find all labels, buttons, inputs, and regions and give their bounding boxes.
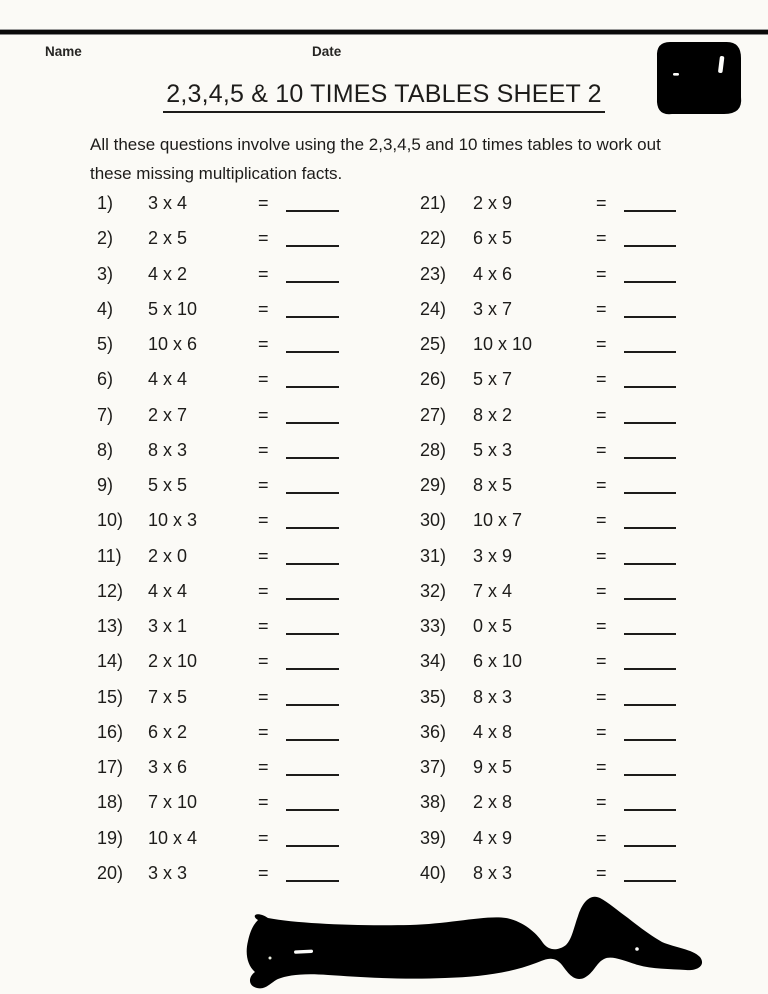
answer-blank <box>286 404 339 424</box>
question-number: 28) <box>420 439 447 460</box>
question-expression: 8 x 2 <box>473 404 513 425</box>
answer-blank <box>286 580 339 600</box>
question-number: 9) <box>97 475 114 495</box>
question-row <box>420 257 676 292</box>
question-expression: 10 x 4 <box>148 827 198 848</box>
answer-blank <box>624 404 676 424</box>
answer-blank <box>286 439 339 459</box>
equals-sign: = <box>258 298 269 319</box>
question-expression: 5 x 5 <box>148 475 188 495</box>
equals-sign: = <box>258 193 269 213</box>
answer-blank <box>624 791 676 811</box>
question-row <box>420 362 676 397</box>
answer-blank <box>624 756 676 776</box>
question-expression: 4 x 9 <box>473 827 513 848</box>
question-row <box>420 398 676 433</box>
answer-blank <box>624 368 676 388</box>
answer-blank <box>624 333 676 353</box>
question-number: 11) <box>97 545 122 566</box>
question-number: 40) <box>420 862 447 883</box>
answer-blank <box>286 756 339 776</box>
question-number: 38) <box>420 792 447 813</box>
question-number: 13) <box>97 616 124 636</box>
question-number: 31) <box>420 545 447 566</box>
intro-line-1: All these questions involve using the 2,3,4,5 and 10 times tables to work out <box>90 135 661 154</box>
question-expression: 8 x 3 <box>148 439 188 460</box>
question-expression: 10 x 6 <box>148 334 198 354</box>
question-number: 35) <box>420 686 447 707</box>
question-expression: 5 x 10 <box>148 298 198 319</box>
name-label: Name <box>45 44 82 59</box>
answer-blank <box>286 368 339 388</box>
question-number: 24) <box>420 298 447 319</box>
equals-sign: = <box>596 193 607 213</box>
answer-blank <box>624 827 676 847</box>
question-number: 37) <box>420 757 447 777</box>
answer-blank <box>286 686 339 706</box>
question-expression: 8 x 5 <box>473 475 513 495</box>
equals-sign: = <box>258 721 269 742</box>
answer-blank <box>286 791 339 811</box>
answer-blank <box>286 227 339 247</box>
equals-sign: = <box>596 721 607 742</box>
question-row <box>420 327 676 362</box>
question-expression: 4 x 2 <box>148 263 188 284</box>
question-expression: 5 x 3 <box>473 439 513 460</box>
answer-blank <box>624 686 676 706</box>
answer-blank <box>624 580 676 600</box>
question-number: 1) <box>97 193 114 213</box>
answer-blank <box>286 545 339 565</box>
equals-sign: = <box>596 616 607 636</box>
answer-blank <box>286 474 339 494</box>
answer-blank <box>624 192 676 212</box>
question-number: 23) <box>420 263 447 284</box>
question-expression: 2 x 10 <box>148 651 198 672</box>
equals-sign: = <box>258 686 269 707</box>
question-expression: 3 x 7 <box>473 298 513 319</box>
question-number: 36) <box>420 721 447 742</box>
answer-blank <box>624 298 676 318</box>
question-number: 30) <box>420 510 447 531</box>
question-number: 2) <box>97 228 114 249</box>
question-row <box>97 292 339 327</box>
question-expression: 0 x 5 <box>473 616 513 636</box>
question-number: 5) <box>97 334 114 354</box>
question-expression: 8 x 3 <box>473 686 513 707</box>
question-number: 4) <box>97 298 114 319</box>
question-number: 39) <box>420 827 447 848</box>
question-expression: 4 x 4 <box>148 580 188 601</box>
question-number: 29) <box>420 475 447 495</box>
question-row <box>420 503 676 538</box>
questions-column-left <box>97 186 339 891</box>
question-expression: 10 x 10 <box>473 334 533 354</box>
question-expression: 3 x 9 <box>473 545 513 566</box>
equals-sign: = <box>258 757 269 777</box>
question-number: 8) <box>97 439 114 460</box>
question-number: 3) <box>97 263 114 284</box>
question-row <box>97 750 339 785</box>
answer-blank <box>624 721 676 741</box>
date-label: Date <box>312 44 342 59</box>
question-expression: 7 x 5 <box>148 686 188 707</box>
equals-sign: = <box>596 439 607 460</box>
question-expression: 3 x 3 <box>148 862 188 883</box>
equals-sign: = <box>258 792 269 813</box>
equals-sign: = <box>258 580 269 601</box>
question-expression: 3 x 4 <box>148 193 188 213</box>
equals-sign: = <box>596 651 607 672</box>
equals-sign: = <box>596 510 607 531</box>
equals-sign: = <box>596 686 607 707</box>
answer-blank <box>624 650 676 670</box>
question-row <box>97 362 339 397</box>
answer-blank <box>286 192 339 212</box>
question-number: 20) <box>97 862 124 883</box>
question-number: 6) <box>97 369 114 390</box>
answer-blank <box>286 333 339 353</box>
question-row <box>420 644 676 679</box>
question-number: 14) <box>97 651 124 672</box>
question-expression: 2 x 7 <box>148 404 188 425</box>
equals-sign: = <box>596 827 607 848</box>
question-number: 25) <box>420 334 447 354</box>
answer-blank <box>286 615 339 635</box>
answer-blank <box>624 615 676 635</box>
question-number: 21) <box>420 193 447 213</box>
question-number: 16) <box>97 721 124 742</box>
answer-blank <box>624 509 676 529</box>
answer-blank <box>286 298 339 318</box>
question-expression: 4 x 6 <box>473 263 513 284</box>
equals-sign: = <box>596 404 607 425</box>
question-expression: 4 x 4 <box>148 369 188 390</box>
intro-line-2: these missing multiplication facts. <box>90 164 343 183</box>
equals-sign: = <box>258 862 269 883</box>
equals-sign: = <box>596 334 607 354</box>
answer-blank <box>286 509 339 529</box>
equals-sign: = <box>596 369 607 390</box>
page-title: 2,3,4,5 & 10 TIMES TABLES SHEET 2 <box>163 80 605 113</box>
question-row <box>420 468 676 503</box>
equals-sign: = <box>596 475 607 495</box>
question-row <box>420 821 676 856</box>
equals-sign: = <box>258 475 269 495</box>
equals-sign: = <box>258 228 269 249</box>
question-number: 34) <box>420 651 447 672</box>
question-row <box>420 715 676 750</box>
question-number: 22) <box>420 228 447 249</box>
question-row <box>420 539 676 574</box>
equals-sign: = <box>596 792 607 813</box>
equals-sign: = <box>258 439 269 460</box>
answer-blank <box>624 227 676 247</box>
question-expression: 6 x 5 <box>473 228 513 249</box>
question-number: 27) <box>420 404 447 425</box>
question-expression: 10 x 3 <box>148 510 198 531</box>
equals-sign: = <box>596 298 607 319</box>
question-number: 12) <box>97 580 124 601</box>
equals-sign: = <box>258 334 269 354</box>
question-row <box>420 750 676 785</box>
answer-blank <box>624 862 676 882</box>
question-row <box>97 186 339 221</box>
question-row <box>420 609 676 644</box>
intro-text <box>90 130 730 188</box>
question-number: 7) <box>97 404 114 425</box>
equals-sign: = <box>596 545 607 566</box>
answer-blank <box>624 474 676 494</box>
question-number: 32) <box>420 580 447 601</box>
equals-sign: = <box>596 228 607 249</box>
answer-blank <box>286 862 339 882</box>
question-row <box>97 257 339 292</box>
answer-blank <box>286 650 339 670</box>
question-row <box>420 292 676 327</box>
question-expression: 5 x 7 <box>473 369 513 390</box>
question-number: 19) <box>97 827 124 848</box>
question-expression: 10 x 7 <box>473 510 523 531</box>
question-expression: 7 x 4 <box>473 580 513 601</box>
answer-blank <box>286 827 339 847</box>
question-row <box>97 539 339 574</box>
question-expression: 3 x 6 <box>148 757 188 777</box>
question-row <box>97 503 339 538</box>
question-row <box>420 785 676 820</box>
question-row <box>97 398 339 433</box>
equals-sign: = <box>258 369 269 390</box>
question-expression: 2 x 0 <box>148 545 188 566</box>
equals-sign: = <box>258 510 269 531</box>
question-expression: 8 x 3 <box>473 862 513 883</box>
answer-blank <box>286 721 339 741</box>
question-row <box>97 221 339 256</box>
question-expression: 3 x 1 <box>148 616 188 636</box>
question-row <box>420 433 676 468</box>
question-number: 18) <box>97 792 124 813</box>
equals-sign: = <box>258 651 269 672</box>
question-number: 15) <box>97 686 124 707</box>
question-expression: 9 x 5 <box>473 757 513 777</box>
answer-blank <box>624 439 676 459</box>
question-row <box>97 327 339 362</box>
questions-column-right <box>420 186 676 891</box>
question-expression: 6 x 2 <box>148 721 188 742</box>
equals-sign: = <box>258 827 269 848</box>
question-row <box>97 468 339 503</box>
question-row <box>97 715 339 750</box>
question-number: 26) <box>420 369 447 390</box>
answer-blank <box>624 545 676 565</box>
question-row <box>97 785 339 820</box>
question-row <box>97 644 339 679</box>
answer-blank <box>286 263 339 283</box>
redacted-watermark <box>240 885 710 994</box>
equals-sign: = <box>596 263 607 284</box>
question-expression: 2 x 9 <box>473 193 513 213</box>
question-row <box>97 574 339 609</box>
question-row <box>97 609 339 644</box>
question-number: 33) <box>420 616 447 636</box>
question-expression: 6 x 10 <box>473 651 523 672</box>
question-row <box>420 680 676 715</box>
equals-sign: = <box>596 580 607 601</box>
question-row <box>97 433 339 468</box>
question-expression: 4 x 8 <box>473 721 513 742</box>
question-expression: 2 x 8 <box>473 792 513 813</box>
equals-sign: = <box>258 404 269 425</box>
question-row <box>420 186 676 221</box>
answer-blank <box>624 263 676 283</box>
question-row <box>420 574 676 609</box>
question-number: 17) <box>97 757 124 777</box>
top-border-rule <box>0 29 768 35</box>
question-row <box>97 680 339 715</box>
equals-sign: = <box>596 862 607 883</box>
question-expression: 2 x 5 <box>148 228 188 249</box>
question-row <box>97 821 339 856</box>
equals-sign: = <box>596 757 607 777</box>
question-expression: 7 x 10 <box>148 792 198 813</box>
equals-sign: = <box>258 616 269 636</box>
question-row <box>420 221 676 256</box>
question-number: 10) <box>97 510 124 531</box>
title-wrap <box>0 80 768 113</box>
equals-sign: = <box>258 263 269 284</box>
equals-sign: = <box>258 545 269 566</box>
